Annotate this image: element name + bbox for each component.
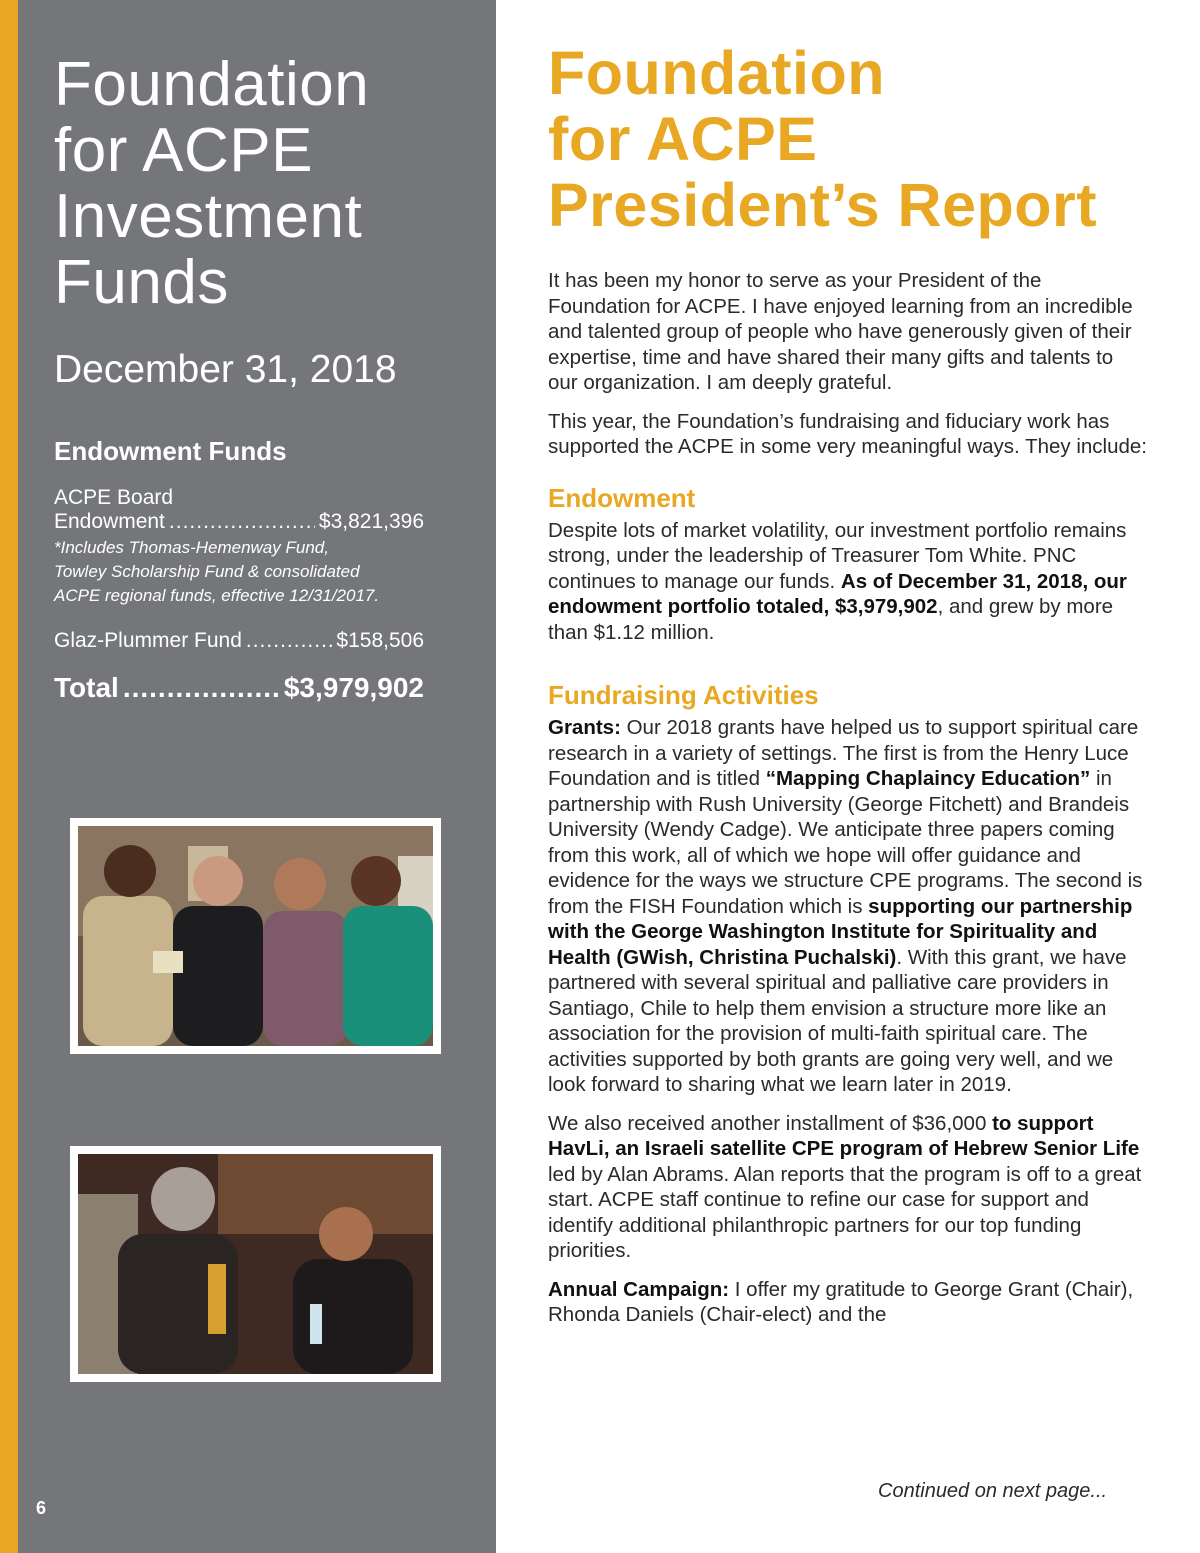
fund-amount: $158,506	[336, 629, 424, 652]
fundraising-heading: Fundraising Activities	[548, 680, 819, 710]
endowment-paragraph: Despite lots of market volatility, our investment portfolio remains strong, under the leadership of Treasurer Tom White. PNC continues to manage our funds. As of December 31, 2018, our endowment portfolio totaled, $3,979,902, and grew by more than $1.12 million.	[548, 518, 1127, 644]
fund-glaz-plummer	[54, 629, 424, 653]
funds-total	[54, 672, 424, 704]
fund-amount: $3,821,396	[318, 510, 424, 533]
main-column	[548, 40, 1148, 1341]
havli-paragraph: We also received another installment of $36,000 to support HavLi, an Israeli satellite CPE program of Hebrew Senior Life led by Alan Abrams. Alan reports that the program is off to a great start. ACPE staff continue to refine our case for support and identify additional philanthropic partners for our top funding priorities.	[548, 1111, 1142, 1262]
gold-accent-strip	[0, 0, 18, 1553]
total-amount: $3,979,902	[283, 672, 424, 703]
leader-dots	[169, 510, 315, 534]
endowment-heading: Endowment	[548, 482, 696, 513]
fund-note: *Includes Thomas-Hemenway Fund, Towley Scholarship Fund & consolidated ACPE regional funds, effective 12/31/2017.	[54, 538, 380, 605]
total-label: Total	[54, 672, 119, 703]
photo-two-women-talking	[70, 1146, 441, 1382]
intro-paragraph-2: This year, the Foundation’s fundraising and fiduciary work has supported the ACPE in some very meaningful ways. They include:	[548, 409, 1147, 458]
page-number: 6	[36, 1498, 47, 1518]
endowment-funds-heading: Endowment Funds	[54, 436, 287, 466]
conversation-photo-illustration	[78, 1154, 433, 1374]
report-date: December 31, 2018	[54, 348, 397, 391]
leader-dots	[123, 672, 280, 704]
fund-label: Endowment	[54, 510, 165, 533]
fund-label: ACPE Board	[54, 486, 174, 509]
fund-acpe-board-endowment	[54, 486, 424, 608]
grants-paragraph: Grants: Our 2018 grants have helped us to support spiritual care research in a variety of settings. The first is from the Henry Luce Foundation and is titled “Mapping Chaplaincy Education” in partnership with Rush University (George Fitchett) and Brandeis University (Wendy Cadge). We anticipate three papers coming from this work, all of which we hope will offer guidance and evidence for the ways we structure CPE programs. The second is from the FISH Foundation which is supporting our partnership with the George Washington Institute for Spirituality and Health (GWish, Christina Puchalski). With this grant, we have partnered with several spiritual and palliative care providers in Santiago, Chile to help them envision a structure more like an association for the provision of multi-faith spiritual care. The activities supported by both grants are going very well, and we look forward to sharing what we learn later in 2019.	[548, 716, 1143, 1096]
continued-note: Continued on next page...	[878, 1480, 1108, 1502]
sidebar-title: Foundation for ACPE Investment Funds	[54, 50, 370, 317]
annual-campaign-paragraph: Annual Campaign: I offer my gratitude to George Grant (Chair), Rhonda Daniels (Chair-elect) and the	[548, 1277, 1134, 1326]
photo-group-of-four	[70, 818, 441, 1054]
intro-paragraph: It has been my honor to serve as your President of the Foundation for ACPE. I have enjoyed learning from an incredible and talented group of people who have generously given of their expertise, time and have shared their many gifts and talents to our organization. I am deeply grateful.	[548, 269, 1133, 394]
report-title: Foundation for ACPE President’s Report	[548, 39, 1098, 239]
group-photo-illustration	[78, 826, 433, 1046]
leader-dots	[246, 629, 333, 653]
fund-label: Glaz-Plummer Fund	[54, 629, 242, 652]
